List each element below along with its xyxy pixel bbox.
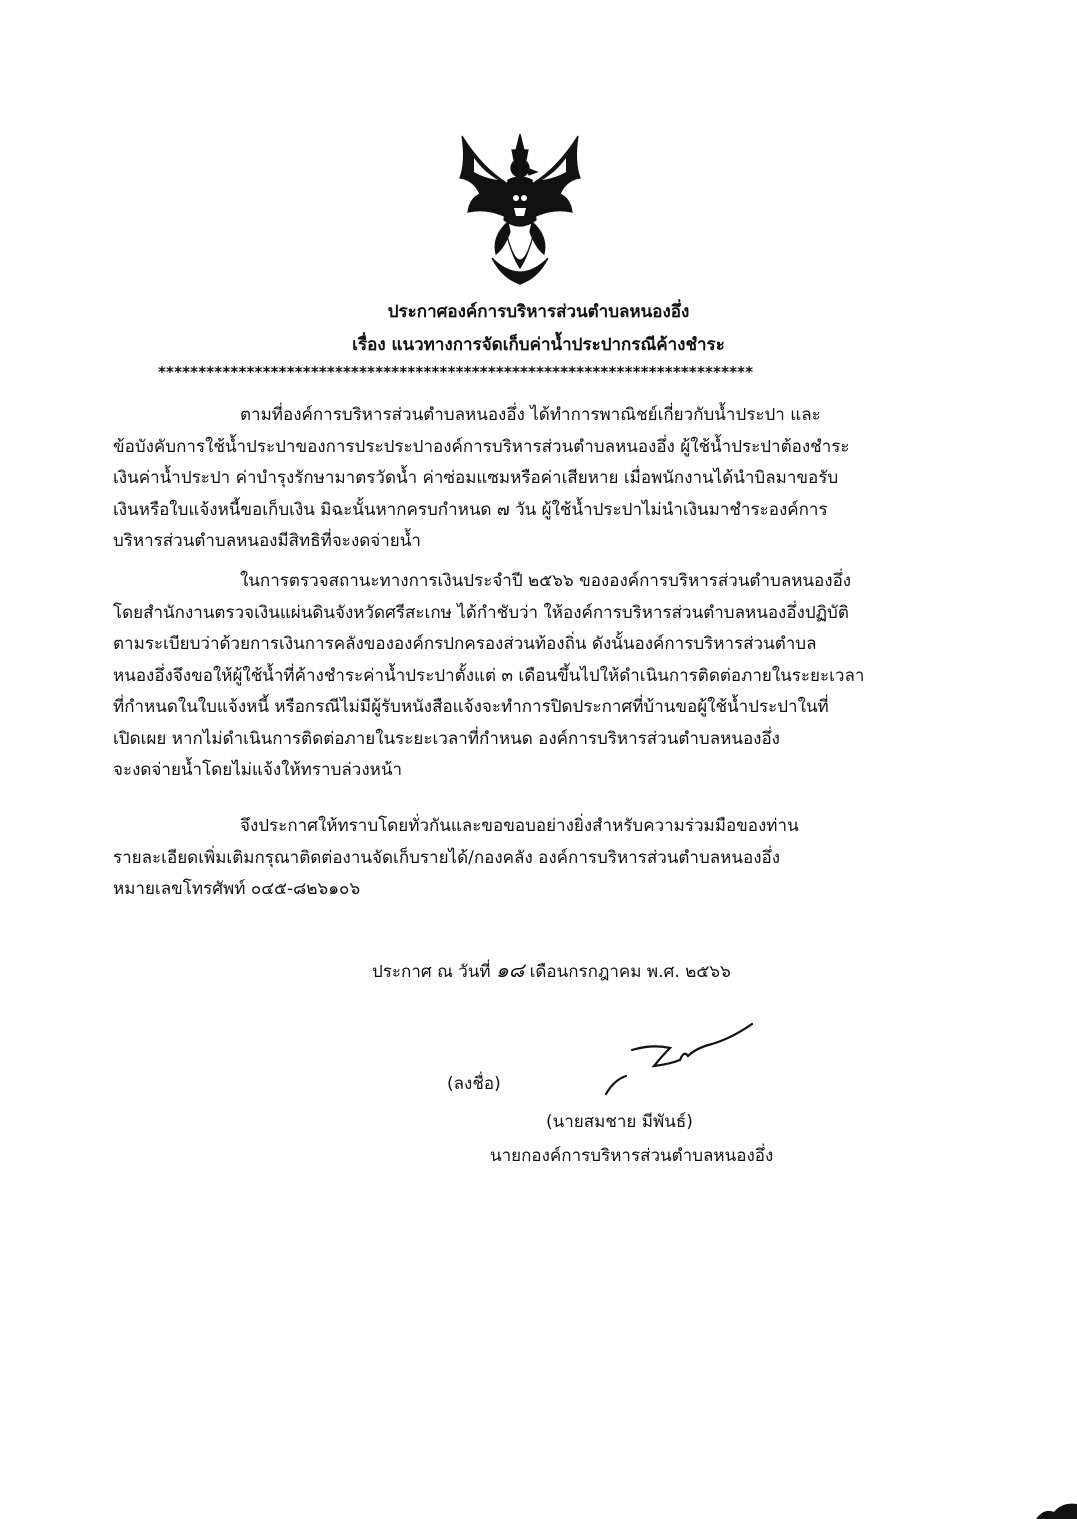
announcement-prefix: ประกาศ ณ วันที่ [372,962,491,982]
paragraph-line: เงินค่าน้ำประปา ค่าบำรุงรักษามาตรวัดน้ำ ค่าซ่อมแซมหรือค่าเสียหาย เมื่อพนักงานได้นำบิลมาขอรับ [113,468,839,488]
paragraph-1 [113,400,911,558]
signer-position: นายกองค์การบริหารส่วนตำบลหนองอึ่ง [490,1146,774,1166]
announcement-date [372,954,731,986]
paragraph-line: โดยสำนักงานตรวจเงินแผ่นดินจังหวัดศรีสะเกษ ได้กำชับว่า ให้องค์การบริหารส่วนตำบลหนองอึ่งปฏิบัติ [113,602,849,623]
paragraph-line: เปิดเผย หากไม่ดำเนินการติดต่อภายในระยะเวลาที่กำหนด องค์การบริหารส่วนตำบลหนองอึ่ง [113,728,780,749]
paragraph-line: จึงประกาศให้ทราบโดยทั่วกันและขอขอบอย่างยิ่งสำหรับความร่วมมือของท่าน [240,816,799,836]
paragraph-line: ตามระเบียบว่าด้วยการเงินการคลังขององค์กรปกครองส่วนท้องถิ่น ดังนั้นองค์การบริหารส่วนตำบล [113,634,817,654]
paragraph-line: ข้อบังคับการใช้น้ำประปาของการประประปาองค์การบริหารส่วนตำบลหนองอึ่ง ผู้ใช้น้ำประปาต้องชำระ [113,436,850,457]
paragraph-line: จะงดจ่ายน้ำโดยไม่แจ้งให้ทราบล่วงหน้า [113,760,402,780]
paragraph-line: ตามที่องค์การบริหารส่วนตำบลหนองอึ่ง ได้ทำการพาณิชย์เกี่ยวกับน้ำประปา และ [240,405,821,425]
handwritten-signature [592,1020,762,1100]
garuda-emblem-icon [452,128,588,288]
paragraph-line: หมายเลขโทรศัพท์ ๐๔๕-๘๒๖๑๐๖ [113,879,361,899]
paragraph-line: ที่กำหนดในใบแจ้งหนี้ หรือกรณีไม่มีผู้รับหนังสือแจ้งจะทำการปิดประกาศที่บ้านขอผู้ใช้น้ำประปาในที่ [113,697,829,717]
handwritten-day: ๑๘ [496,958,525,982]
paragraph-line: รายละเอียดเพิ่มเติมกรุณาติดต่องานจัดเก็บรายได้/กองคลัง องค์การบริหารส่วนตำบลหนองอึ่ง [113,847,781,868]
paragraph-2 [113,566,911,787]
document-subject: เรื่อง แนวทางการจัดเก็บค่าน้ำประปากรณีค้างชำระ [352,335,725,355]
paragraph-line: หนองอึ่งจึงขอให้ผู้ใช้น้ำที่ค้างชำระค่าน้ำประปาตั้งแต่ ๓ เดือนขึ้นไปให้ดำเนินการติดต่อภายในระยะเวลา [113,665,865,686]
separator-line: ************************************************************************** [158,363,754,381]
announcement-suffix: เดือนกรกฎาคม พ.ศ. ๒๕๖๖ [529,962,731,982]
paragraph-line: ในการตรวจสถานะทางการเงินประจำปี ๒๕๖๖ ขององค์การบริหารส่วนตำบลหนองอึ่ง [240,571,852,591]
paragraph-3 [113,811,911,906]
paragraph-line: เงินหรือใบแจ้งหนี้ขอเก็บเงิน มิฉะนั้นหากครบกำหนด ๗ วัน ผู้ใช้น้ำประปาไม่นำเงินมาชำระองค์การ [113,499,828,520]
paragraph-line: บริหารส่วนตำบลหนองมีสิทธิที่จะงดจ่ายน้ำ [113,531,421,551]
signer-name: (นายสมชาย มีพันธ์) [546,1112,693,1132]
document-title: ประกาศองค์การบริหารส่วนตำบลหนองอึ่ง [387,302,690,322]
scan-edge-mark [1036,1498,1077,1519]
signature-label: (ลงชื่อ) [447,1074,501,1094]
